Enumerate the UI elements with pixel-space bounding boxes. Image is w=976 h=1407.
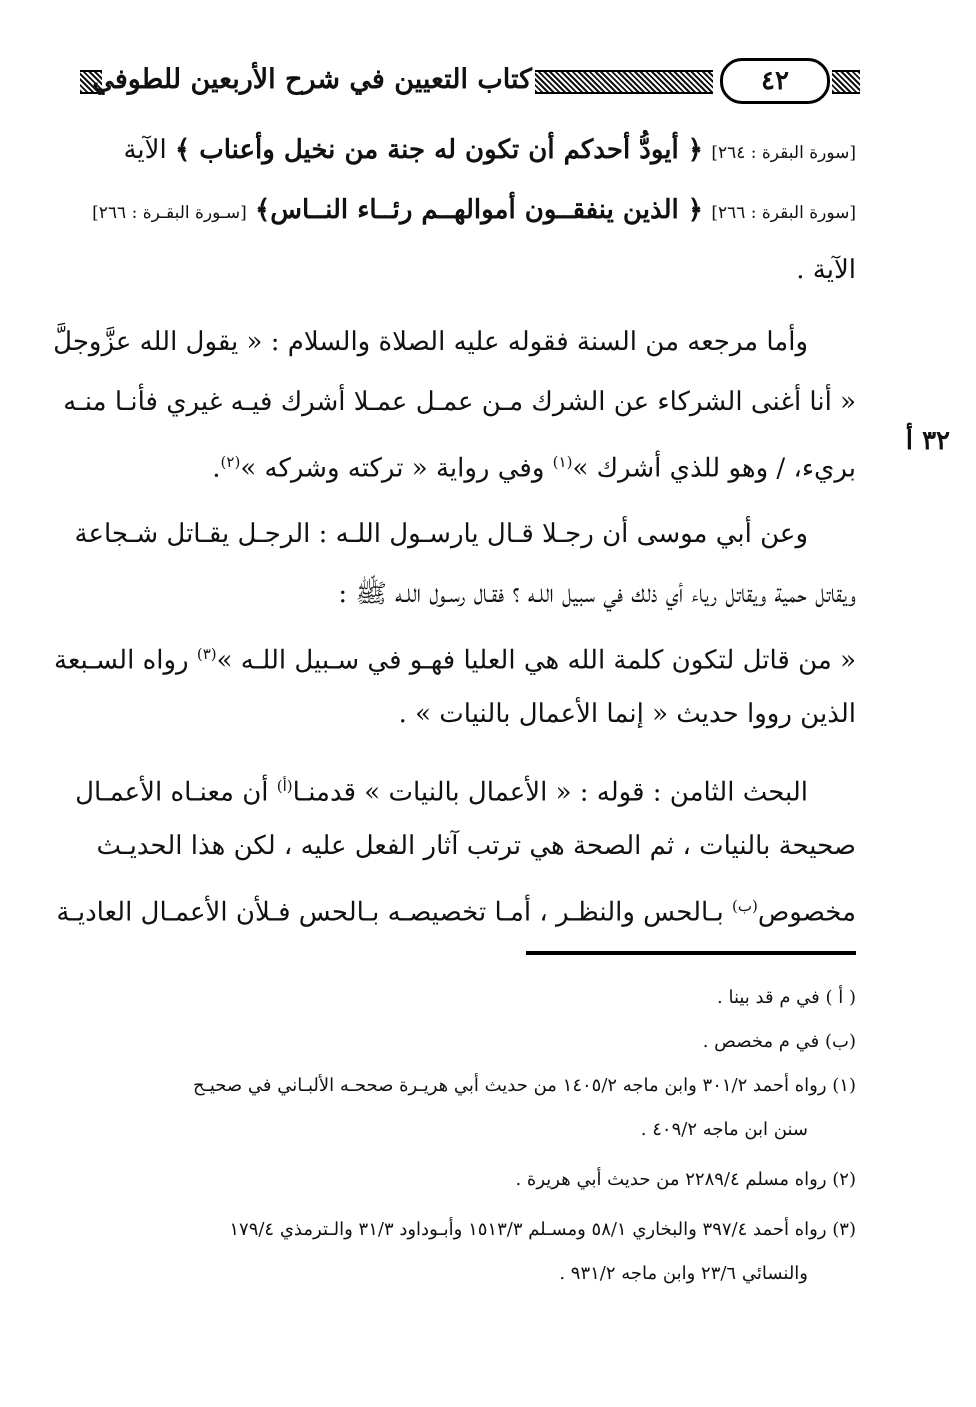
- text-line: [56, 876, 856, 936]
- book-title: كتاب التعيين في شرح الأربعين للطوفي: [92, 64, 532, 95]
- text-line: صحيحة بالنيات ، ثم الصحة هي ترتب آثار الفعل عليه ، لكن هذا الحديـث: [96, 831, 856, 861]
- text-line: الذين رووا حديث « إنما الأعمال بالنيات » .: [398, 699, 856, 729]
- surah-reference: [سـورة البقـرة : ٢٦٦]: [92, 203, 247, 223]
- text-span: وفي رواية « تركته وشركه »: [240, 453, 553, 484]
- footnote-ref: (٢): [220, 453, 241, 471]
- text-line: [92, 120, 856, 180]
- text-line: ويقاتل حمية ويقاتل رياء أي ذلك في سبيل اللـه ؟ فقـال رسـول اللـه ﷺ :: [338, 579, 856, 609]
- header-ornament-middle: [535, 70, 713, 94]
- footnote-ref: (١): [552, 453, 573, 471]
- header-ornament-right: [832, 70, 860, 94]
- footnote: (٣) رواه أحمد ٣٩٧/٤ والبخاري ٥٨/١ ومسـلم ١٥١٣/٣ وأبـوداود ٣١/٣ والـترمذي ١٧٩/٤: [229, 1219, 856, 1240]
- text-line: [54, 624, 856, 684]
- footnote-divider: [526, 951, 856, 955]
- main-text: [53, 120, 856, 936]
- text-line: [92, 432, 856, 492]
- text-span: الآية: [123, 135, 167, 165]
- text-span: بريء، / وهو للذي أشرك »: [572, 453, 856, 484]
- quran-verse: ﴿ الذين ينفقــون أموالهــم رئــاء النــاس﴾: [255, 195, 704, 225]
- quran-verse: ﴿ أيودُّ أحدكم أن تكون له جنة من نخيل وأعناب ﴾: [174, 135, 704, 165]
- footnote: (١) رواه أحمد ٣٠١/٢ وابن ماجه ١٤٠٥/٢ من حديث أبي هريـرة صححـه الألبـاني في صحيـح: [192, 1075, 856, 1096]
- text-line: الآية .: [796, 255, 856, 285]
- text-span: البحث الثامن : قوله : « الأعمال بالنيات » قدمنـا: [292, 777, 808, 808]
- footnote: (ب) في م مخصص .: [702, 1031, 856, 1052]
- surah-reference: [سورة البقرة : ٢٦٤]: [711, 143, 856, 163]
- text-line: وعن أبي موسى أن رجـلا قـال يارسـول اللـه : الرجـل يقـاتل شـجاعة: [74, 519, 808, 549]
- footnote: ( أ ) في م قد بينا .: [717, 987, 856, 1008]
- footnote: (٢) رواه مسلم ٢٢٨٩/٤ من حديث أبي هريرة .: [515, 1169, 856, 1190]
- text-span: مخصوص: [757, 897, 856, 928]
- surah-reference: [سورة البقرة : ٢٦٦]: [711, 203, 856, 223]
- page-number: ٤٢: [720, 58, 830, 104]
- footnote-continuation: والنسائي ٢٣/٦ وابن ماجه ٩٣١/٢ .: [559, 1263, 808, 1284]
- footnote-ref: (ب): [732, 897, 758, 915]
- text-line: [75, 756, 856, 816]
- manuscript-folio-marker: ٣٢ أ: [905, 426, 950, 456]
- text-line: « أنا أغنى الشركاء عن الشرك مـن عمـل عمـلا أشرك فيـه غيري فأنـا منـه: [63, 387, 856, 417]
- footnote-ref: (أ): [276, 777, 293, 795]
- text-span: أن معنـاه الأعمـال: [75, 777, 277, 808]
- footnotes: [92, 976, 856, 1296]
- text-span: رواه السـبعة: [54, 645, 197, 676]
- text-line: وأما مرجعه من السنة فقوله عليه الصلاة والسلام : « يقول الله عزَّوجلَّ: [53, 327, 808, 357]
- text-line: [92, 180, 856, 240]
- page-header: [80, 58, 860, 102]
- footnote-continuation: سنن ابن ماجه ٤٠٩/٢ .: [640, 1119, 808, 1140]
- text-span: « من قاتل لتكون كلمة الله هي العليا فهـو في سـبيل اللـه »: [216, 645, 856, 676]
- text-span: .: [212, 453, 221, 484]
- footnote-ref: (٣): [196, 645, 217, 663]
- text-span: بـالحس والنظـر ، أمـا تخصيصـه بـالحس فـلأن الأعمـال العاديـة: [56, 897, 733, 928]
